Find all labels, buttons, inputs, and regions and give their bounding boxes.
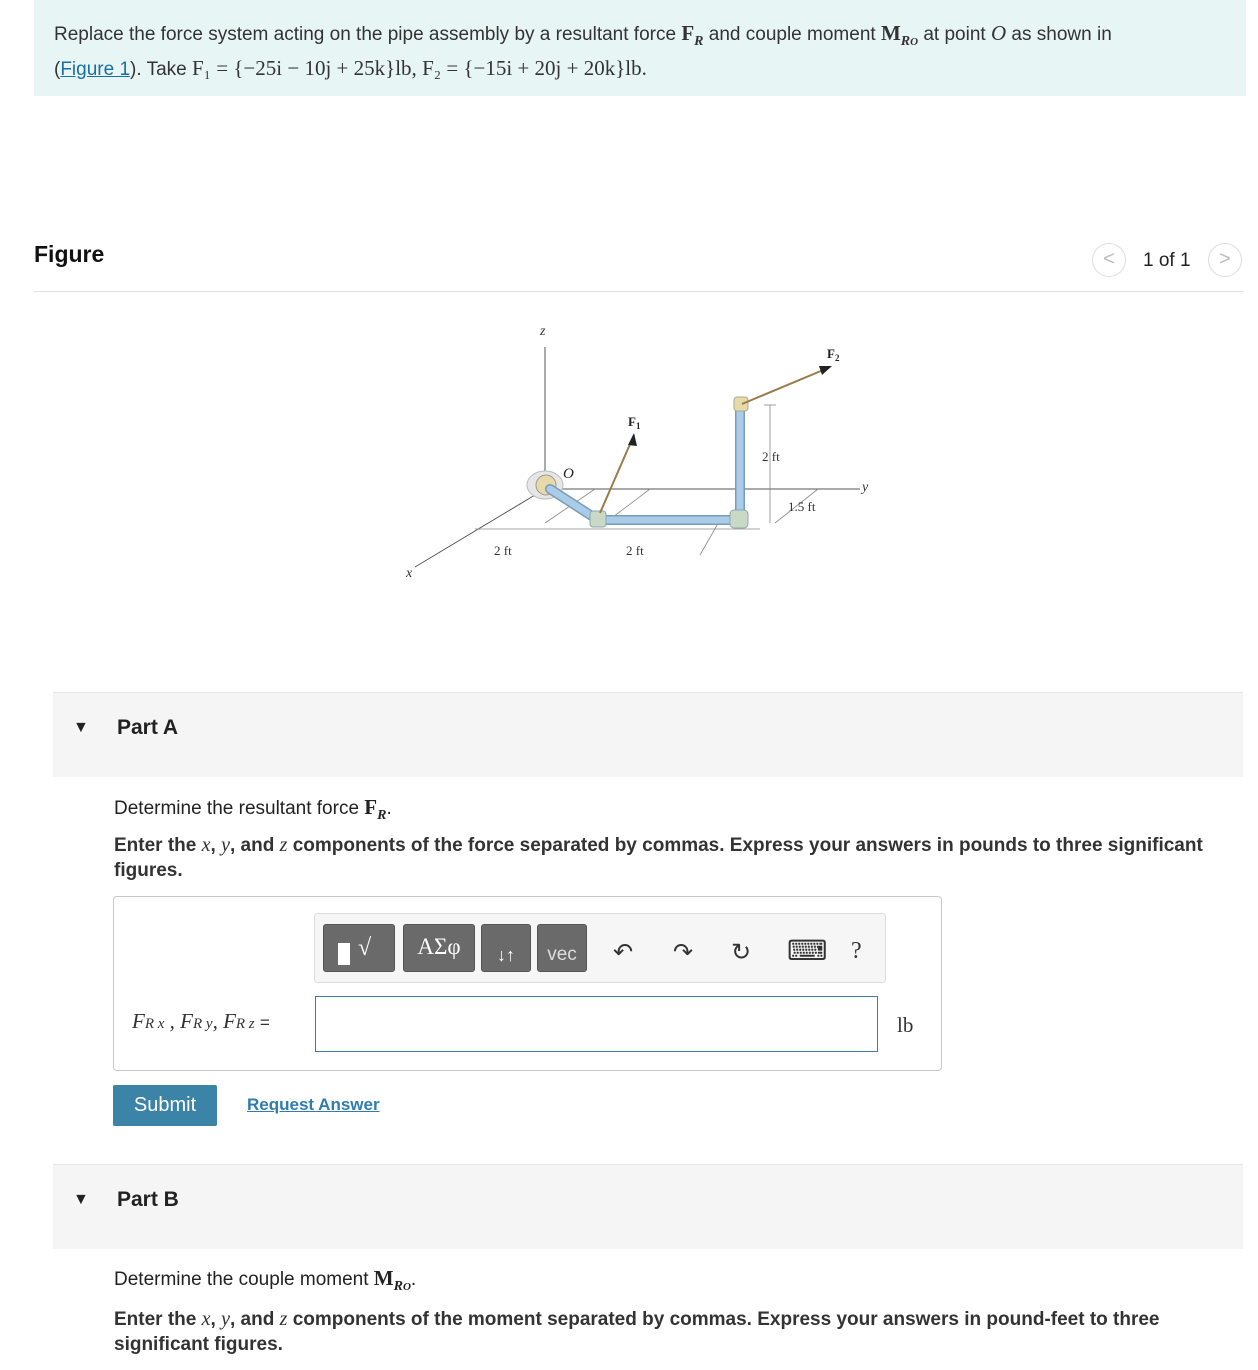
y-axis-label: y: [862, 480, 869, 495]
figure-link[interactable]: Figure 1: [60, 59, 131, 81]
problem-statement: Replace the force system acting on the pipe assembly by a resultant force $F_R$ and couple moment $M_{RO}$ at point O as shown in (Figure 1). Take F₁ = {−25i − 10j + 25k}lb, F₂ = {−15i + 20j + 20k}lb.: [34, 0, 1246, 96]
part-a-label: Part A: [117, 716, 179, 739]
figure-divider: [34, 291, 1244, 292]
couple-moment-symbol: $M_{RO}$: [880, 21, 919, 50]
resultant-force-symbol: $F_R$: [681, 21, 704, 50]
collapse-arrow-icon: ▼: [73, 719, 89, 736]
pipe-cap: [734, 397, 748, 411]
template-block-icon: [338, 943, 350, 965]
x-axis-label: x: [406, 566, 413, 581]
f1-expression: F₁ = {−25i − 10j + 25k}lb,: [192, 56, 417, 81]
figure-title: Figure: [34, 241, 105, 267]
point-o-symbol: O: [990, 21, 1007, 45]
keyboard-icon[interactable]: ⌨: [787, 935, 828, 966]
chevron-left-icon: <: [1103, 248, 1115, 270]
f2-expression: F₂ = {−15i + 20j + 20k}lb.: [422, 56, 647, 81]
templates-button[interactable]: [323, 924, 395, 972]
answer-label: FR x , FR y, FR z =: [132, 1009, 270, 1033]
part-a-question: Determine the resultant force $F_R$.: [114, 795, 392, 824]
chevron-right-icon: >: [1219, 248, 1231, 270]
x-axis: [415, 489, 545, 567]
couple-moment-symbol: $M_{RO}$: [373, 1266, 411, 1295]
math-toolbar: [314, 913, 886, 983]
undo-icon[interactable]: ↶: [613, 939, 634, 966]
part-a-header[interactable]: [53, 692, 1243, 777]
answer-unit: lb: [897, 1013, 914, 1037]
construction-line: [700, 520, 720, 555]
greek-symbols-button[interactable]: ΑΣφ: [403, 924, 475, 972]
force-f1-line: [600, 435, 634, 513]
force-f1-label: $F_1$: [628, 414, 641, 431]
z-axis-label: z: [540, 324, 546, 339]
dimension-1-5ft: 1.5 ft: [788, 499, 816, 514]
answer-box: [113, 896, 942, 1071]
force-f2-arrowhead: [819, 366, 832, 375]
redo-icon[interactable]: ↷: [673, 939, 694, 966]
part-b-instructions: Enter the x, y, and z components of the moment separated by commas. Express your answers in pound-feet to three significant figures.: [114, 1308, 1160, 1355]
force-f2-label: $F_2$: [827, 346, 840, 363]
force-f1-arrowhead: [628, 433, 637, 446]
figure-counter: 1 of 1: [1143, 250, 1191, 271]
submit-button[interactable]: Submit: [113, 1085, 217, 1126]
dimension-2ft-c: 2 ft: [762, 449, 780, 464]
part-b-label: Part B: [117, 1188, 179, 1211]
pipe-assembly-figure: [380, 305, 900, 595]
part-b-header[interactable]: [53, 1164, 1243, 1249]
pipe-elbow-1: [590, 511, 606, 527]
collapse-arrow-icon: ▼: [73, 1191, 89, 1208]
dimension-2ft-a: 2 ft: [494, 543, 512, 558]
problem-text: Replace the force system acting on the pipe assembly by a resultant force: [54, 24, 677, 45]
request-answer-link[interactable]: Request Answer: [247, 1095, 380, 1114]
next-figure-button[interactable]: [1208, 243, 1242, 277]
arrows-button[interactable]: ↓↑: [481, 924, 531, 972]
point-o-label: O: [563, 466, 574, 482]
part-b-question: Determine the couple moment $M_{RO}$.: [114, 1266, 417, 1295]
dimension-2ft-b: 2 ft: [626, 543, 644, 558]
answer-input[interactable]: [315, 996, 878, 1052]
vec-button[interactable]: vec: [537, 924, 587, 972]
force-f2-line: [742, 368, 828, 404]
sqrt-icon: √: [358, 935, 372, 961]
part-a-instructions: Enter the x, y, and z components of the force separated by commas. Express your answers in pounds to three significant figures.: [114, 834, 1203, 881]
reset-icon[interactable]: ↻: [731, 939, 752, 966]
help-icon[interactable]: ?: [851, 938, 862, 964]
resultant-force-symbol: $F_R$: [364, 795, 387, 824]
prev-figure-button[interactable]: [1092, 243, 1126, 277]
pipe-elbow-2: [730, 510, 748, 528]
